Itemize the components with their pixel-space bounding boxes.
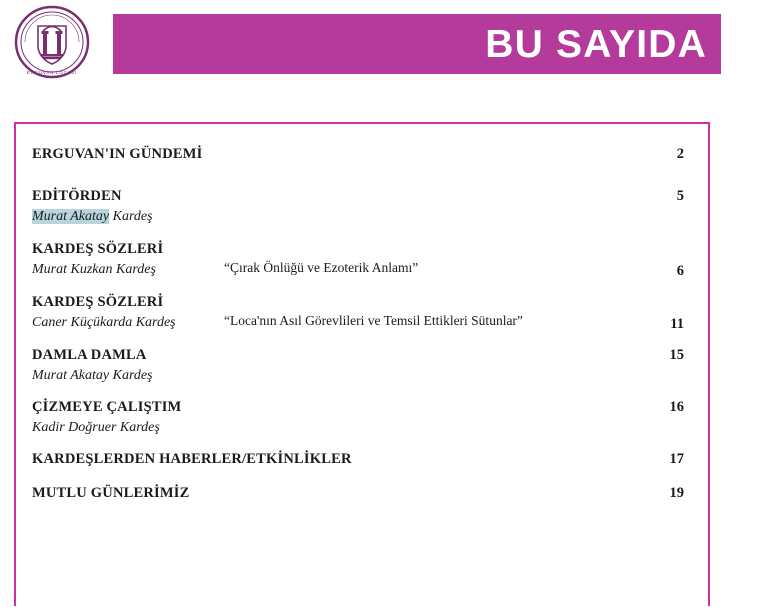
toc-entry-author: Murat Kuzkan Kardeş xyxy=(32,262,156,277)
toc-entry[interactable] xyxy=(16,241,708,294)
table-of-contents xyxy=(16,124,708,519)
toc-entry-title: DAMLA DAMLA xyxy=(32,347,147,363)
toc-entry-title: MUTLU GÜNLERİMİZ xyxy=(32,485,190,501)
toc-entry-author-suffix: Kardeş xyxy=(109,209,153,224)
toc-entry-title: KARDEŞ SÖZLERİ xyxy=(32,294,164,310)
toc-entry[interactable] xyxy=(16,347,708,399)
toc-entry[interactable] xyxy=(16,188,708,241)
toc-entry-page: 2 xyxy=(676,146,684,162)
toc-entry-author: Caner Küçükarda Kardeş xyxy=(32,315,176,330)
toc-entry-page: 17 xyxy=(669,451,684,467)
toc-entry[interactable] xyxy=(16,399,708,451)
page-header xyxy=(0,0,764,88)
toc-entry-title: KARDEŞ SÖZLERİ xyxy=(32,241,164,257)
page-title: BU SAYIDA xyxy=(485,22,707,66)
toc-entry-title: ÇİZMEYE ÇALIŞTIM xyxy=(32,399,182,415)
toc-entry-page: 6 xyxy=(676,263,684,279)
toc-entry[interactable] xyxy=(16,294,708,347)
toc-entry-quote: “Loca'nın Asıl Görevlileri ve Temsil Ettikleri Sütunlar” xyxy=(224,313,523,328)
toc-entry-quote: “Çırak Önlüğü ve Ezoterik Anlamı” xyxy=(224,260,419,275)
toc-entry-author: Kadir Doğruer Kardeş xyxy=(32,420,160,435)
toc-entry[interactable] xyxy=(16,485,708,519)
toc-entry[interactable] xyxy=(16,451,708,485)
toc-entry[interactable] xyxy=(16,146,708,188)
toc-entry-title: EDİTÖRDEN xyxy=(32,188,122,204)
toc-entry-title: ERGUVAN'IN GÜNDEMİ xyxy=(32,146,203,162)
issue-banner xyxy=(113,14,721,74)
toc-entry-page: 16 xyxy=(669,399,684,415)
toc-entry-title: KARDEŞLERDEN HABERLER/ETKİNLİKLER xyxy=(32,451,352,467)
masonic-lodge-emblem-icon xyxy=(13,4,91,80)
toc-entry-page: 11 xyxy=(670,316,684,332)
svg-text:ERGUVAN LOCASI: ERGUVAN LOCASI xyxy=(26,70,78,75)
toc-entry-page: 15 xyxy=(669,347,684,363)
toc-entry-page: 5 xyxy=(676,188,684,204)
table-of-contents-frame xyxy=(14,122,710,606)
toc-entry-author-highlighted: Murat Akatay xyxy=(32,209,110,224)
toc-entry-author: Murat Akatay Kardeş xyxy=(32,368,153,383)
toc-entry-page: 19 xyxy=(669,485,684,501)
